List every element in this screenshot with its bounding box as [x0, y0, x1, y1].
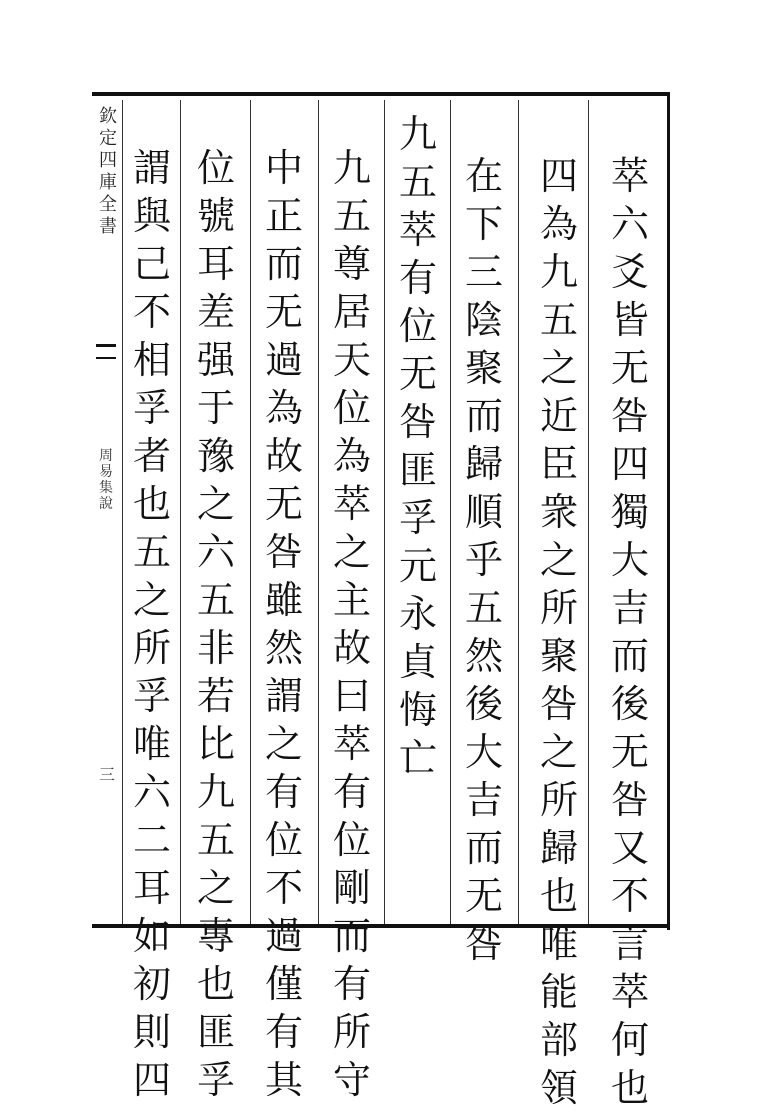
- margin-collection-title: 欽定四庫全書: [99, 106, 117, 237]
- text-column-3: 在下三陰聚而歸順乎五然後大吉而无咎: [464, 154, 503, 966]
- margin-book-title: 周易集說: [99, 448, 113, 512]
- text-column-5: 九五尊居天位為萃之主故曰萃有位剛而有所守: [332, 146, 371, 1102]
- text-column-7: 位號耳差强于豫之六五非若比九五之專也匪孚: [196, 146, 235, 1102]
- right-border: [667, 92, 670, 930]
- text-column-4: 九五萃有位无咎匪孚元永貞悔亡: [398, 112, 437, 780]
- text-column-6: 中正而无過為故无咎雖然謂之有位不過僅有其: [264, 146, 303, 1102]
- column-divider: [250, 100, 251, 924]
- column-divider: [180, 100, 181, 924]
- column-divider: [518, 100, 519, 924]
- text-column-2: 四為九五之近臣衆之所聚咎之所歸也唯能部領: [539, 154, 578, 1110]
- text-column-8: 謂與己不相孚者也五之所孚唯六二耳如初則四: [132, 146, 171, 1102]
- text-column-1: 萃六爻皆无咎四獨大吉而後无咎又不言萃何也: [610, 154, 649, 1110]
- column-divider: [122, 100, 123, 924]
- top-border: [92, 92, 670, 96]
- fishtail-mark: [96, 344, 116, 359]
- page-margin-strip: [92, 96, 122, 924]
- column-divider: [384, 100, 385, 924]
- column-divider: [450, 100, 451, 924]
- column-divider: [588, 100, 589, 924]
- column-divider: [318, 100, 319, 924]
- margin-folio-number: 三: [98, 765, 115, 784]
- page-block: [92, 92, 670, 1110]
